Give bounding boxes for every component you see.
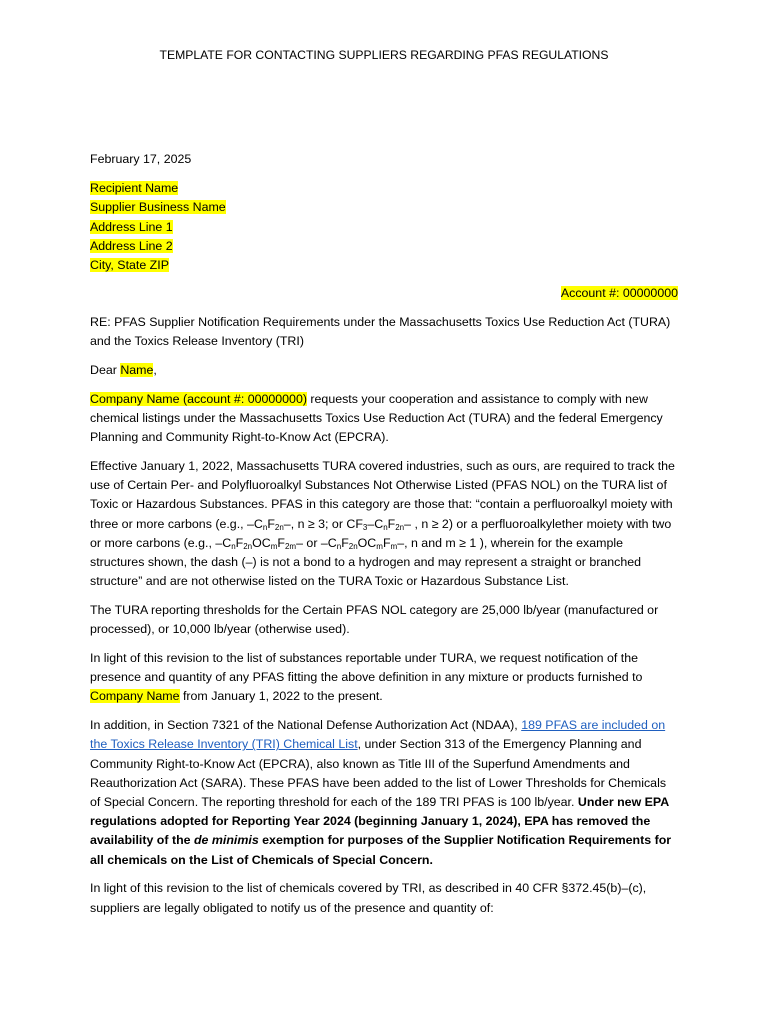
salutation-suffix: , [153, 363, 157, 377]
text-run: F [235, 535, 244, 550]
text-run: F [267, 516, 275, 531]
subscript: m [390, 541, 398, 551]
paragraph-request-text: requests your cooperation and assistance to comply with new chemical listings under the Massachusetts Toxics Use Reduction Act (TURA) and the federal Emergency Planning and Community Right-to-Know Act (EPCRA). [90, 391, 663, 445]
subscript: 2n [395, 522, 405, 532]
address-line-1: Address Line 1 [90, 219, 173, 234]
paragraph-tri-obligation: In light of this revision to the list of chemicals covered by TRI, as described in 40 CFR §372.45(b)–(c), suppliers are legally obligated to notify us of the presence and quantity of: [90, 881, 647, 915]
bold-text: exemption for purposes of the Supplier Notification Requirements for all chemicals on the List of Chemicals of Special Concern. [90, 833, 672, 867]
document-title: TEMPLATE FOR CONTACTING SUPPLIERS REGARDING PFAS REGULATIONS [159, 48, 609, 62]
subscript: 2n [348, 541, 358, 551]
subscript: 2n [243, 541, 253, 551]
salutation [90, 361, 678, 380]
text-run: –C [367, 516, 384, 531]
text-run: In light of this revision to the list of substances reportable under TURA, we request notification of the presence and quantity of any PFAS fitting the above definition in any mixture or products furnished to [90, 651, 643, 685]
text-run: In addition, in Section 7321 of the National Defense Authorization Act (NDAA), [90, 718, 522, 733]
subscript: m [270, 541, 278, 551]
city-state-zip: City, State ZIP [90, 258, 169, 273]
company-name-account: Company Name (account #: 00000000) [90, 391, 307, 406]
text-run: – or –C [296, 535, 337, 550]
paragraph-tura-thresholds: The TURA reporting thresholds for the Certain PFAS NOL category are 25,000 lb/year (manufactured or processed), or 10,000 lb/year (otherwise used). [90, 603, 659, 637]
account-number: Account #: 00000000 [560, 286, 678, 300]
company-name: Company Name [90, 689, 180, 704]
text-run: – , n ≥ 2) or a perfluoroalkylether moiety with two or more carbons (e.g., –C [90, 516, 672, 550]
supplier-business-name: Supplier Business Name [90, 200, 226, 215]
address-line-2: Address Line 2 [90, 238, 173, 253]
subscript: 2m [284, 541, 297, 551]
text-run: F [382, 535, 391, 550]
subscript: n [336, 541, 342, 551]
subscript: m [376, 541, 383, 551]
text-run: from January 1, 2022 to the present. [179, 689, 383, 704]
re-line: RE: PFAS Supplier Notification Requirements under the Massachusetts Toxics Use Reduction Act (TURA) and the Toxics Release Inventory (TRI) [90, 315, 671, 349]
subscript: 3 [362, 522, 368, 532]
text-run: OC [252, 535, 271, 550]
recipient-name: Recipient Name [90, 181, 179, 195]
text-run: OC [357, 535, 377, 550]
text-run: –, n and m ≥ 1 ), wherein for the example structures shown, the dash (–) is not a bond to a hydrogen and may represent a straight or branched structure” and are not otherwise listed on the TURA Toxic or Hazardous Substance List. [90, 535, 642, 589]
text-run: Effective January 1, 2022, Massachusetts TURA covered industries, such as ours, are required to track the use of Certain Per- and Polyfluoroalkyl Substances Not Otherwise Listed (PFAS NOL) on the TURA list of Toxic or Hazardous Substances. PFAS in this category are those that: “contain a perfluoroalkyl moiety with three or more carbons (e.g., –C [90, 459, 675, 531]
salutation-prefix: Dear [90, 363, 121, 377]
subscript: n [262, 522, 268, 532]
bold-text: Under new EPA regulations adopted for Reporting Year 2024 (beginning January 1, 2024), EPA has removed the availability of the [90, 795, 669, 848]
tri-chemical-list-link[interactable]: 189 PFAS are included on the Toxics Release Inventory (TRI) Chemical List [90, 718, 666, 752]
salutation-name: Name [120, 363, 154, 377]
paragraph-tri [90, 716, 678, 870]
text-run: , under Section 313 of the Emergency Planning and Community Right-to-Know Act (EPCRA), also known as Title III of the Superfund Amendments and Reauthorization Act (SARA). These PFAS have been added to the list of Lower Thresholds for Chemicals of Special Concern. The reporting threshold for each of the 189 TRI PFAS is 100 lb/year. [90, 737, 667, 810]
paragraph-tura-definition [90, 457, 678, 591]
letter-date: February 17, 2025 [90, 152, 192, 166]
subscript: n [231, 541, 236, 551]
recipient-address-block [90, 179, 226, 275]
paragraph-tura-request [90, 649, 678, 707]
text-run: F [277, 535, 285, 550]
subscript: n [383, 522, 388, 532]
account-number-line [561, 284, 678, 303]
paragraph-request [90, 390, 678, 448]
bold-italic-text: de minimis [193, 833, 259, 848]
text-run: F [341, 535, 349, 550]
subscript: 2n [274, 522, 284, 532]
text-run: F [387, 516, 396, 531]
text-run: –, n ≥ 3; or CF [283, 516, 363, 531]
letter-body [90, 313, 678, 927]
